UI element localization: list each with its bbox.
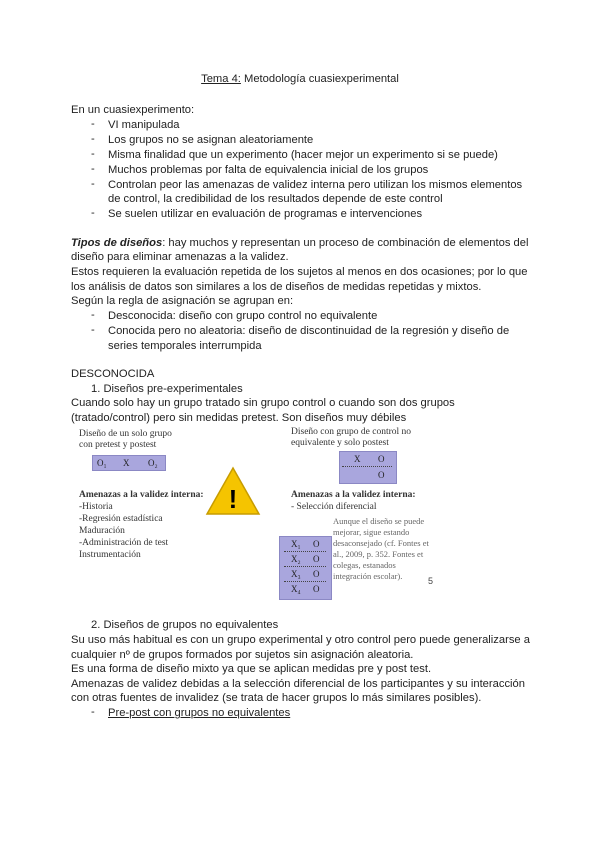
warning-icon [205, 466, 261, 516]
bullet-item: Se suelen utilizar en evaluación de programas e intervenciones [108, 208, 423, 220]
box-cell: X₁ [291, 539, 301, 549]
paragraph-line: Estos requieren la evaluación repetida de los sujetos al menos en dos ocasiones; por lo que [71, 266, 528, 278]
divider [284, 551, 326, 552]
tipos-line2: diseño para eliminar amenazas a la validez. [71, 251, 289, 263]
box-cell: X [123, 458, 130, 468]
bullet-item: Desconocida: diseño con grupo control no equivalente [108, 310, 378, 322]
intro-text: En un cuasiexperimento: [71, 104, 195, 116]
paragraph-line: Es una forma de diseño mixto ya que se aplican medidas pre y post test. [71, 663, 432, 675]
paragraph-line: cualquier nº de grupos formados por sujetos sin asignación aleatoria. [71, 649, 414, 661]
nonequivalent-postest-box [339, 451, 397, 484]
figure-left-title: Diseño de un solo grupo [79, 429, 172, 439]
tipos-paragraph [71, 236, 529, 250]
paragraph-line: los análisis de datos son similares a los de diseños de medidas repetidas y mixtos. [71, 281, 482, 293]
threats-title: Amenazas a la validez interna: [291, 490, 416, 500]
figure-note: Aunque el diseño se puede [333, 516, 425, 526]
title-prefix: Tema 4: [201, 73, 241, 85]
box-cell: O₂ [148, 458, 158, 468]
threat-item: -Historia [79, 502, 113, 512]
figure-note: integración escolar). [333, 571, 403, 581]
box-cell: O [378, 454, 385, 464]
divider [284, 566, 326, 567]
dash: - [91, 207, 95, 219]
threat-item: -Administración de test [79, 538, 169, 548]
warning-symbol: ! [228, 484, 238, 514]
stacked-groups-box [279, 536, 332, 600]
numbered-item: 2. Diseños de grupos no equivalentes [91, 619, 279, 631]
slide-page-number: 5 [428, 576, 434, 586]
dash: - [91, 148, 95, 160]
title-rest: Metodología cuasiexperimental [240, 73, 399, 85]
tipos-line1: : hay muchos y representan un proceso de combinación de elementos del [162, 237, 529, 249]
threats-title: Amenazas a la validez interna: [79, 490, 204, 500]
paragraph-line: con otras fuentes de invalidez (se trata de hacer grupos lo más similares posibles). [71, 692, 482, 704]
threat-item: -Regresión estadística [79, 514, 163, 524]
paragraph-line: Cuando solo hay un grupo tratado sin grupo control o cuando son dos grupos [71, 397, 455, 409]
threat-item: - Selección diferencial [291, 502, 377, 512]
page-title [0, 72, 600, 86]
box-cell: O [313, 584, 320, 594]
box-cell: X₂ [291, 554, 301, 564]
threat-item: Instrumentación [79, 550, 141, 560]
dash: - [91, 118, 95, 130]
single-group-design-box [92, 455, 166, 471]
dash: - [91, 163, 95, 175]
dash: - [91, 178, 95, 190]
dash: - [91, 309, 95, 321]
figure-note: mejorar, sigue estando [333, 527, 410, 537]
dash: - [91, 133, 95, 145]
figure-left-title: con pretest y postest [79, 440, 157, 450]
paragraph-line: Según la regla de asignación se agrupan en: [71, 295, 294, 307]
paragraph-line: Su uso más habitual es con un grupo experimental y otro control pero puede generalizarse a [71, 634, 530, 646]
box-cell: X [354, 454, 361, 464]
box-cell: O₁ [97, 458, 107, 468]
figure-right-title: equivalente y solo postest [291, 438, 389, 448]
divider [284, 581, 326, 582]
bullet-item-continued: series temporales interrumpida [108, 340, 262, 352]
paragraph-line: Amenazas de validez debidas a la selección diferencial de los participantes y su interacción [71, 678, 525, 690]
bullet-item: Misma finalidad que un experimento (hacer mejor un experimento si se puede) [108, 149, 498, 161]
bullet-item: VI manipulada [108, 119, 180, 131]
section-heading: DESCONOCIDA [71, 368, 155, 380]
box-cell: O [313, 539, 320, 549]
dash: - [91, 706, 95, 718]
paragraph-line: (tratado/control) pero sin medidas pretest. Son diseños muy débiles [71, 412, 407, 424]
figure-right-title: Diseño con grupo de control no [291, 427, 412, 437]
box-cell: O [313, 554, 320, 564]
threat-item: Maduración [79, 526, 125, 536]
divider [342, 466, 392, 467]
figure-note: desaconsejado (cf. Fontes et [333, 538, 429, 548]
bullet-item: Los grupos no se asignan aleatoriamente [108, 134, 314, 146]
dash: - [91, 324, 95, 336]
box-cell: O [313, 569, 320, 579]
tipos-label: Tipos de diseños [71, 237, 163, 249]
figure-note: colegas, estanados [333, 560, 396, 570]
bullet-item: Controlan peor las amenazas de validez interna pero utilizan los mismos elementos [108, 179, 523, 191]
numbered-item: 1. Diseños pre-experimentales [91, 383, 243, 395]
underlined-bullet: Pre-post con grupos no equivalentes [108, 707, 291, 719]
bullet-item: Muchos problemas por falta de equivalencia inicial de los grupos [108, 164, 429, 176]
box-cell: X₃ [291, 569, 301, 579]
bullet-item: Conocida pero no aleatoria: diseño de discontinuidad de la regresión y diseño de [108, 325, 510, 337]
figure-note: al., 2009, p. 352. Fontes et [333, 549, 424, 559]
box-cell: O [378, 470, 385, 480]
box-cell: X₄ [291, 584, 301, 594]
bullet-item-continued: de control, la credibilidad de los resultados depende de este control [108, 193, 443, 205]
